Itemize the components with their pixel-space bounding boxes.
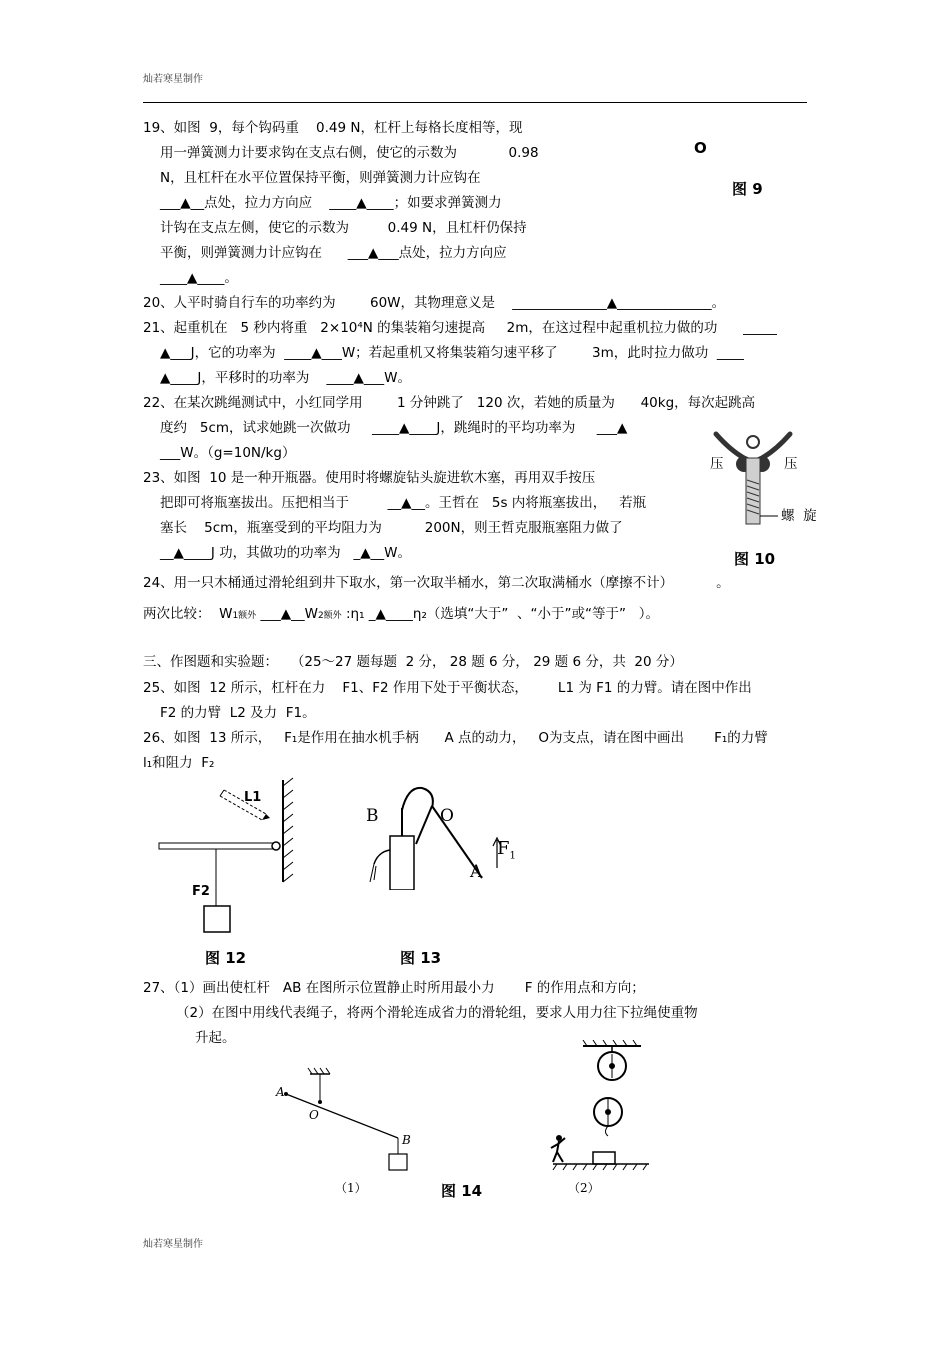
q21-line-3: ▲____J，平移时的功率为 ____▲___W。 (160, 370, 412, 386)
q25-line-1: 25、如图 12 所示，杠杆在力 F1、F2 作用下处于平衡状态， L1 为 F1 的力臂。请在图中作出 (143, 680, 752, 696)
q27-line-1: 27、（1）画出使杠杆 AB 在图所示位置静止时所用最小力 F 的作用点和方向； (143, 980, 645, 996)
footer-text: 灿若寒星制作 (143, 1239, 203, 1250)
q24-sub-1: 1额外 (232, 611, 257, 621)
fig10-label-left: 压 (710, 456, 724, 472)
fig10-caption: 图 10 (734, 550, 776, 568)
q23-line-3: 塞长 5cm，瓶塞受到的平均阻力为 200N，则王哲克服瓶塞阻力做了 (160, 520, 623, 536)
q19-line-7: ____▲____。 (160, 270, 238, 286)
q19-line-6: 平衡，则弹簧测力计应钩在 ___▲___点处，拉力方向应 (160, 245, 507, 261)
q24-line-1: 24、用一只木桶通过滑轮组到井下取水，第一次取半桶水，第二次取满桶水（摩擦不计） 。 (143, 575, 730, 591)
q23-line-1: 23、如图 10 是一种开瓶器。使用时将螺旋钻头旋进软木塞，再用双手按压 (143, 470, 596, 486)
section-3-heading: 三、作图题和实验题： （25～27 题每题 2 分， 28 题 6 分， 29 题 6 分，共 20 分） (143, 654, 683, 670)
q22-line-1: 22、在某次跳绳测试中，小红同学用 1 分钟跳了 120 次，若她的质量为 40kg，每次起跳高 (143, 395, 756, 411)
q22-line-3: ___W。（g=10N/kg） (160, 445, 296, 461)
fig10-label-screw: 螺 旋 (781, 508, 817, 524)
q19-line-3: N，且杠杆在水平位置保持平衡，则弹簧测力计应钩在 (160, 170, 481, 186)
q26-line-1: 26、如图 13 所示， F₁是作用在抽水机手柄 A 点的动力， O为支点，请在图中画出 F₁的力臂 (143, 730, 768, 746)
fig12-caption: 图 12 (205, 949, 247, 967)
fig13-label-a: A (470, 862, 483, 882)
fig13-f-letter: F (497, 838, 510, 859)
figure-14-pulleys (545, 1040, 655, 1180)
fig14-caption: 图 14 (441, 1182, 483, 1200)
q23-line-2: 把即可将瓶塞拔出。压把相当于 __▲__。王哲在 5s 内将瓶塞拔出， 若瓶 (160, 495, 647, 511)
q26-line-2: l₁和阻力 F₂ (143, 755, 215, 771)
fig13-label-b: B (366, 806, 379, 826)
fig10-label-right: 压 (784, 456, 798, 472)
q27-line-2: （2）在图中用线代表绳子，将两个滑轮连成省力的滑轮组，要求人用力往下拉绳使重物 (176, 1005, 698, 1021)
q22-line-2: 度约 5cm，试求她跳一次做功 ____▲____J，跳绳时的平均功率为 ___▲ (160, 420, 628, 436)
q24-sub-2: 2额外 (317, 611, 342, 621)
header-rule (143, 102, 807, 103)
q27-line-3: 升起。 (195, 1030, 236, 1046)
fig14-label-b: B (402, 1133, 411, 1147)
q24-part-a: 两次比较： W (143, 606, 233, 622)
fig14-sub-caption-1: （1） (335, 1181, 367, 1195)
fig14-label-o: O (309, 1108, 319, 1122)
q25-line-2: F2 的力臂 L2 及力 F1。 (160, 705, 316, 721)
q21-line-1: 21、起重机在 5 秒内将重 2×10⁴N 的集装箱匀速提高 2m，在这过程中起重机拉力做的功 _____ (143, 320, 777, 336)
header-text: 灿若寒星制作 (143, 74, 203, 85)
fig13-caption: 图 13 (400, 949, 442, 967)
q19-line-4: ___▲__点处，拉力方向应 ____▲____；如要求弹簧测力 (160, 195, 502, 211)
fig12-label-f2: F2 (192, 884, 210, 899)
figure-14-lever (270, 1066, 430, 1176)
q19-line-5: 计钩在支点左侧，使它的示数为 0.49 N，且杠杆仍保持 (160, 220, 527, 236)
figure-12-lever (150, 776, 300, 936)
fig14-label-a: A (276, 1085, 285, 1099)
q24-line-2 (143, 604, 659, 626)
fig9-caption: 图 9 (732, 180, 763, 198)
q19-line-1: 19、如图 9，每个钩码重 0.49 N，杠杆上每格长度相等，现 (143, 120, 523, 136)
fig14-sub-caption-2: （2） (568, 1181, 600, 1195)
q20-line: 20、人平时骑自行车的功率约为 60W，其物理意义是 ______________▲______________。 (143, 295, 726, 311)
fig13-label-f (497, 839, 516, 867)
fig12-label-l1: L1 (244, 790, 262, 805)
q21-line-2: ▲___J，它的功率为 ____▲___W；若起重机又将集装箱匀速平移了 3m，此时拉力做功 ____ (160, 345, 744, 361)
fig13-f-sub: 1 (509, 850, 516, 862)
q24-part-c: :η₁ _▲____η₂（选填“大于” 、“小于”或“等于” ）。 (341, 606, 660, 622)
q19-line-2: 用一弹簧测力计要求钩在支点右侧，使它的示数为 0.98 (160, 145, 539, 161)
q24-part-b: ___▲__W (256, 606, 318, 622)
fig9-point-o: O (694, 139, 707, 157)
fig13-label-o: O (440, 806, 454, 826)
q23-line-4: __▲____J 功，其做功的功率为 _▲__W。 (160, 545, 412, 561)
figure-13-pump (360, 780, 520, 890)
